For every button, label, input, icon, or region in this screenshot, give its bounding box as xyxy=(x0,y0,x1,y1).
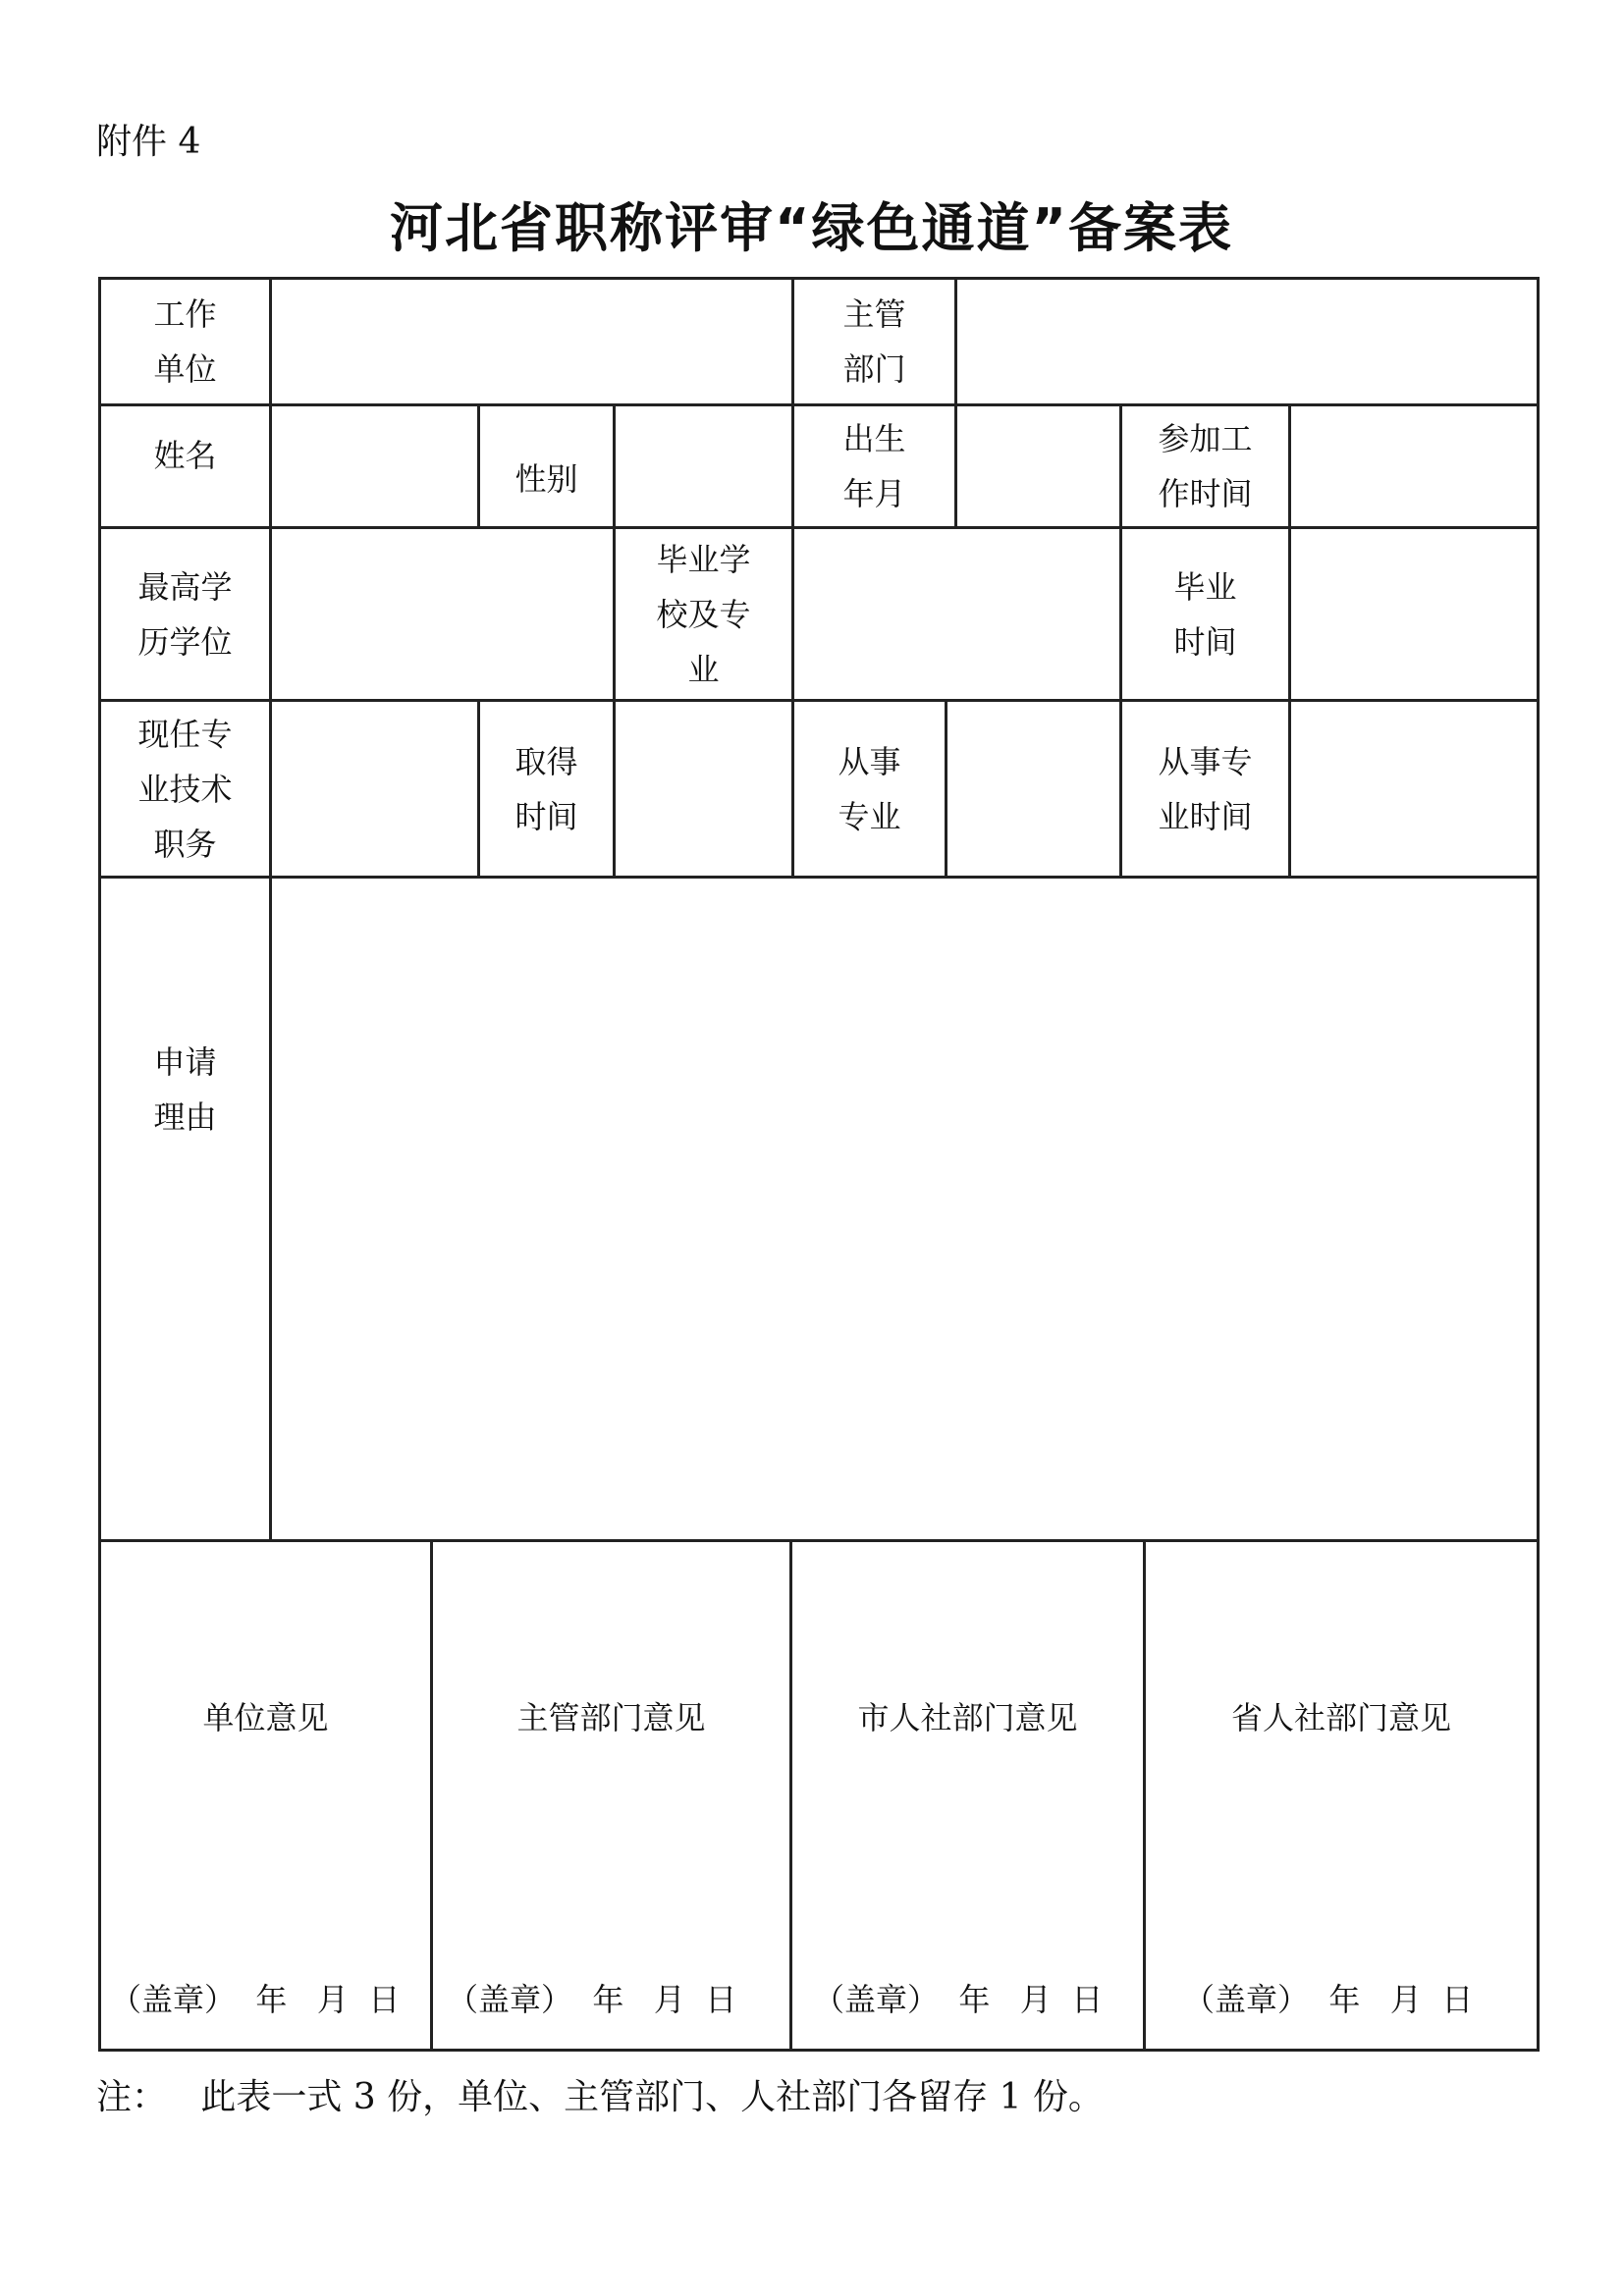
unit-opinion-label: 单位意见 xyxy=(202,1699,329,1736)
gender-field[interactable] xyxy=(616,406,791,526)
row-divider xyxy=(98,526,1540,529)
province-hrss-seal-date: （盖章） 年 月 日 xyxy=(1183,1981,1474,2018)
engaged-major-field[interactable] xyxy=(947,703,1119,876)
reason-field[interactable] xyxy=(272,880,1537,1539)
unit-seal-date: （盖章） 年 月 日 xyxy=(110,1981,401,2018)
label-reason: 申请 理由 xyxy=(153,1043,217,1136)
col-divider xyxy=(1143,1540,1146,2051)
label-work-unit: 工作 单位 xyxy=(153,295,217,388)
label-engaged-time: 从事专 业时间 xyxy=(1158,743,1253,835)
label-engaged-major: 从事 专业 xyxy=(838,743,901,835)
work-unit-field[interactable] xyxy=(272,280,791,403)
page-title: 河北省职称评审“绿色通道”备案表 xyxy=(390,197,1233,259)
work-start-field[interactable] xyxy=(1291,406,1537,526)
label-birth: 出生 年月 xyxy=(842,420,906,512)
row-divider xyxy=(98,699,1540,702)
birth-field[interactable] xyxy=(957,406,1119,526)
label-gender: 性别 xyxy=(514,460,578,498)
attachment-label: 附件 4 xyxy=(96,122,201,162)
degree-field[interactable] xyxy=(272,530,613,699)
engaged-time-field[interactable] xyxy=(1291,703,1537,876)
supervisor-field[interactable] xyxy=(957,280,1537,403)
label-obtain-time: 取得 时间 xyxy=(514,743,578,835)
label-name: 姓名 xyxy=(153,437,217,474)
label-degree: 最高学 历学位 xyxy=(137,568,233,661)
label-school-major: 毕业学 校及专 业 xyxy=(656,541,751,688)
school-major-field[interactable] xyxy=(794,530,1119,699)
supervisor-opinion-label: 主管部门意见 xyxy=(516,1699,706,1736)
row-divider xyxy=(98,1539,1540,1542)
label-work-start: 参加工 作时间 xyxy=(1158,420,1253,512)
grad-time-field[interactable] xyxy=(1291,530,1537,699)
label-supervisor: 主管 部门 xyxy=(842,295,906,388)
obtain-time-field[interactable] xyxy=(616,703,791,876)
label-grad-time: 毕业 时间 xyxy=(1173,568,1237,661)
city-hrss-seal-date: （盖章） 年 月 日 xyxy=(813,1981,1104,2018)
row-divider xyxy=(98,876,1540,879)
col-divider xyxy=(789,1540,792,2051)
col-divider xyxy=(430,1540,433,2051)
current-title-field[interactable] xyxy=(272,703,477,876)
footnote: 注： 此表一式 3 份，单位、主管部门、人社部门各留存 1 份。 xyxy=(96,2077,1104,2117)
name-field[interactable] xyxy=(272,406,477,526)
city-hrss-opinion-label: 市人社部门意见 xyxy=(857,1699,1078,1736)
province-hrss-opinion-label: 省人社部门意见 xyxy=(1230,1699,1451,1736)
label-current-title: 现任专 业技术 职务 xyxy=(137,716,233,863)
supervisor-seal-date: （盖章） 年 月 日 xyxy=(447,1981,737,2018)
